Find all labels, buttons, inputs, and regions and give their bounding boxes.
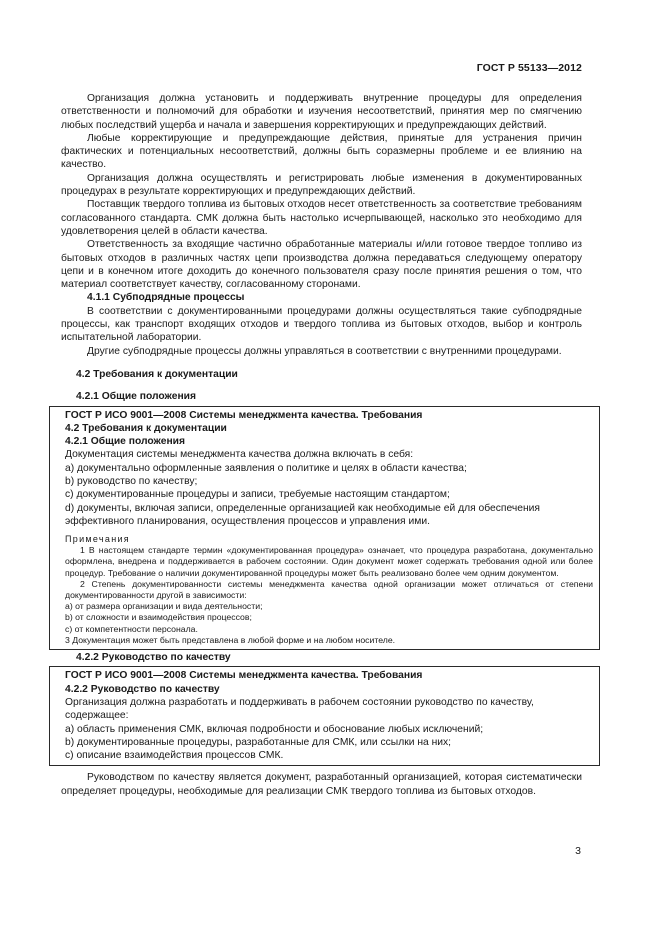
notes-heading: Примечания — [65, 534, 130, 545]
paragraph: Ответственность за входящие частично обработанные материалы и/или готовое твердое топливо из бытовых отходов в различных частях цепи производства должна передаваться следующему оператору цепи и в конечном итоге доходить до конечного пользователя сразу после принятия решения о том, что материал соответствует качеству, согласованному сторонами. — [61, 239, 582, 291]
list-item: a) область применения СМК, включая подробности и обоснование любых исключений; — [65, 723, 484, 735]
section-heading-4-1-1: 4.1.1 Субподрядные процессы — [87, 292, 245, 304]
section-heading-4-2: 4.2 Требования к документации — [76, 368, 238, 380]
list-item: d) документы, включая записи, определенные организацией как необходимые ей для обеспечения эффективного планирования, осуществления процессов и управления ими. — [65, 502, 540, 527]
paragraph: Другие субподрядные процессы должны управляться в соответствии с внутренними процедурами. — [87, 345, 562, 357]
box-title: ГОСТ Р ИСО 9001—2008 Системы менеджмента качества. Требования — [65, 670, 423, 682]
list-item: a) документально оформленные заявления о политике и целях в области качества; — [65, 462, 467, 474]
note-list-item: b) от сложности и взаимодействия процессов; — [65, 612, 252, 623]
box-subheading: 4.2.2 Руководство по качеству — [65, 683, 220, 695]
box-subheading: 4.2.1 Общие положения — [65, 436, 185, 448]
paragraph: В соответствии с документированными процедурами должны осуществляться такие субподрядные процессы, как транспорт входящих отходов и твердого топлива из бытовых отходов, выбор и контроль испытательной лаборатории. — [61, 305, 582, 344]
note-list-item: a) от размера организации и вида деятельности; — [65, 601, 263, 612]
note: 3 Документация может быть представлена в любой форме и на любом носителе. — [65, 634, 396, 645]
section-heading-4-2-2: 4.2.2 Руководство по качеству — [76, 652, 231, 664]
quoted-standard-box-quality-manual — [49, 666, 600, 766]
box-intro: Организация должна разработать и поддерживать в рабочем состоянии руководство по качеству, содержащее: — [65, 696, 534, 722]
paragraph: Организация должна осуществлять и регистрировать любые изменения в документированных процедурах в результате корректирующих и предупреждающих действий. — [61, 172, 582, 198]
box-title: ГОСТ Р ИСО 9001—2008 Системы менеджмента качества. Требования — [65, 409, 423, 421]
paragraph: Любые корректирующие и предупреждающие действия, принятые для устранения причин фактических и потенциальных несоответствий, должны быть соразмерны проблеме и ее влиянию на качество. — [61, 132, 582, 171]
note-list-item: c) от компетентности персонала. — [65, 623, 198, 634]
standard-code-header: ГОСТ Р 55133—2012 — [476, 62, 582, 74]
note: 2 Степень документированности системы менеджмента качества одной организации может отличаться от степени документированности другой в зависимости: — [65, 578, 593, 601]
quoted-standard-box-general — [49, 406, 600, 651]
list-item: b) документированные процедуры, разработанные для СМК, или ссылки на них; — [65, 736, 452, 748]
note: 1 В настоящем стандарте термин «документированная процедура» означает, что процедура разработана, документально оформлена, внедрена и поддерживается в рабочем состоянии. Один документ может содержать требования одной или более процедур. Требование о наличии документированной процедуры может быть реализовано более чем одним документом. — [65, 545, 593, 578]
paragraph: Поставщик твердого топлива из бытовых отходов несет ответственность за соответствие требованиям согласованного стандарта. СМК должна быть настолько исчерпывающей, насколько это необходимо для удовлетворения целей в области качества. — [61, 199, 582, 237]
page-number: 3 — [575, 845, 581, 857]
section-heading-4-2-1: 4.2.1 Общие положения — [76, 391, 196, 403]
box-subheading: 4.2 Требования к документации — [65, 422, 227, 434]
list-item: c) описание взаимодействия процессов СМК. — [65, 750, 284, 762]
list-item: b) руководство по качеству; — [65, 476, 198, 488]
paragraph: Организация должна установить и поддерживать внутренние процедуры для определения ответственности и полномочий для обработки и изучения несоответствий, принятия мер по смягчению любых последствий ущерба и начала и завершения корректирующих и предупреждающих действий. — [61, 93, 582, 131]
paragraph: Руководством по качеству является документ, разработанный организацией, которая систематически определяет процедуры, необходимые для реализации СМК твердого топлива из бытовых отходов. — [61, 772, 582, 797]
list-item: c) документированные процедуры и записи, требуемые настоящим стандартом; — [65, 489, 450, 501]
main-content — [61, 92, 593, 798]
box-intro: Документация системы менеджмента качества должна включать в себя: — [65, 449, 414, 461]
